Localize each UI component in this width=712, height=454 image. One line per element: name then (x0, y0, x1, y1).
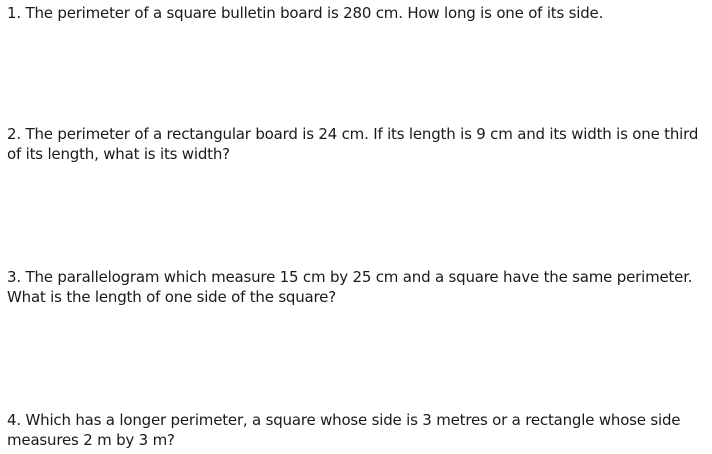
question-text: The parallelogram which measure 15 cm by 25 cm and a square have the same perimeter. What is the length of one side of the square? (7, 268, 693, 306)
question-number: 4. (7, 411, 21, 429)
question-2 (7, 124, 707, 164)
question-3 (7, 267, 707, 307)
question-number: 1. (7, 4, 21, 22)
question-text: Which has a longer perimeter, a square whose side is 3 metres or a rectangle whose side measures 2 m by 3 m? (7, 411, 681, 449)
question-4 (7, 410, 707, 450)
question-1 (7, 3, 707, 23)
question-text: The perimeter of a square bulletin board is 280 cm. How long is one of its side. (25, 4, 604, 22)
question-number: 2. (7, 125, 21, 143)
question-text: The perimeter of a rectangular board is 24 cm. If its length is 9 cm and its width is one third of its length, what is its width? (7, 125, 699, 163)
question-number: 3. (7, 268, 21, 286)
